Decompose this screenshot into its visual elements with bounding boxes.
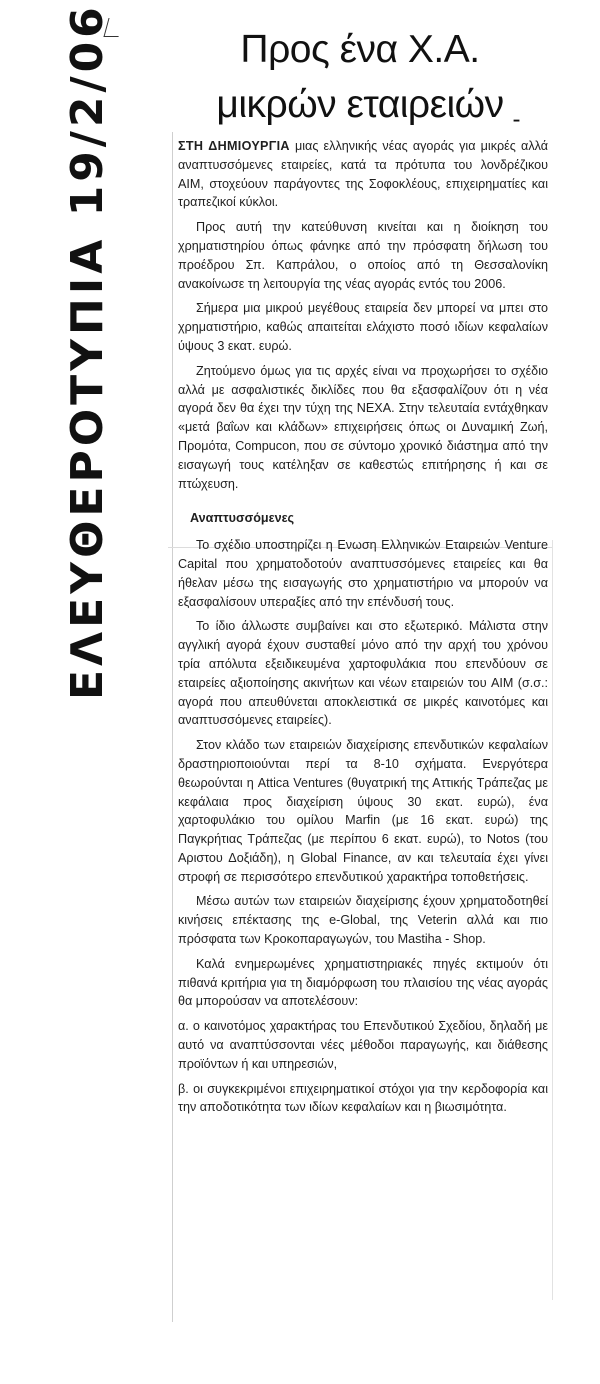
subheading: Αναπτυσσόμενες [190, 511, 295, 526]
paragraph-2: Προς αυτή την κατεύθυνση κινείται και η διοίκηση του χρηματιστηρίου όπως φάνηκε από την πρόσφατη δήλωση του προέδρου Σπ. Καπράλου, ο οποίος από τη Θεσσαλονίκη ανακοίνωσε τη λειτουργία της νέας αγοράς εντός του 2006. [178, 220, 548, 291]
criteria-item-b: β. οι συγκεκριμένοι επιχειρηματικοί στόχοι για την κερδοφορία και την αποδοτικότητα των ιδίων κεφαλαίων και η βιωσιμότητα. [178, 1081, 548, 1115]
paragraph-3: Σήμερα μια μικρού μεγέθους εταιρεία δεν μπορεί να μπει στο χρηματιστήριο, καθώς απαιτείται ελάχιστο ποσό ιδίων κεφαλαίων ύψους 3 εκατ. ευρώ. [178, 301, 548, 353]
headline-line-2: μικρών εταιρειών [216, 83, 504, 126]
paragraph-7: Στον κλάδο των εταιρειών διαχείρισης επενδυτικών κεφαλαίων δραστηριοποιούνται περί τα 8-10 σχήματα. Ενεργότερα θεωρούνται η Attica Ventures (θυγατρική της Αττικής Τράπεζας με κεφάλαια προς διαχείριση ύψους 30 εκατ. ευρώ), ένα χαρτοφυλάκιο του ομίλου Marfin (με 16 εκατ. ευρώ) της Παγκρήτιας Τράπεζας (με περίπου 6 εκατ. ευρώ), το Notos (του Αριστου Δοξιάδη), η Global Finance, αν και τελευταία έχει γίνει στροφή σε περισσότερο επενδυτικού χαρακτήρα τοποθετήσεις. [178, 738, 548, 884]
criteria-item-a: α. ο καινοτόμος χαρακτήρας του Επενδυτικού Σχεδίου, δηλαδή με αυτό να αναπτύσσονται νέες μέθοδοι παραγωγής, και διάθεσης προϊόντων ή και υπηρεσιών, [178, 1019, 548, 1071]
paragraph-4: Ζητούμενο όμως για τις αρχές είναι να προχωρήσει το σχέδιο αλλά με ασφαλιστικές δικλίδες που θα εξασφαλίζουν ότι η νέα αγορά δεν θα έχει την τύχη της ΝΕΧΑ. Στην τελευταία εντάχθηκαν «μετά βαΐων και κλάδων» επιχειρήσεις όπως οι Δυναμική Ζωή, Προμότα, Compucon, που σε σύντομο χρονικό διάστημα από την εισαγωγή τους κατέληξαν σε καθεστώς επιτήρησης ή και σε πτώχευση. [178, 363, 548, 491]
paragraph-5: Το σχέδιο υποστηρίζει η Ενωση Ελληνικών Εταιρειών Venture Capital που χρηματοδοτούν αναπτυσσόμενες εταιρείες και θα ήθελαν μέσω της εισαγωγής στο χρηματιστήριο να μπορούν να εξασφαλίσουν υπεραξίες από την επένδυσή τους. [178, 538, 548, 609]
article-body [178, 137, 548, 1117]
column-rule-left [172, 132, 173, 1322]
headline-line-1: Προς ένα Χ.Α. [240, 28, 480, 71]
paragraph-9: Καλά ενημερωμένες χρηματιστηριακές πηγές εκτιμούν ότι πιθανά κριτήρια για τη διαμόρφωση του πλαισίου της νέας αγοράς θα μπορούσαν να αποτελέσουν: [178, 956, 548, 1009]
paragraph-1 [178, 137, 548, 212]
paragraph-6: Το ίδιο άλλωστε συμβαίνει και στο εξωτερικό. Μάλιστα στην αγγλική αγορά έχουν συσταθεί μόνο από την αρχή του χρόνου τρία απόλυτα εξειδικευμένα χαρτοφυλάκια που επενδύουν σε εταιρείες αξιοποίησης ακινήτων και νέων εταιρειών του AIM (σ.σ.: αγορά που απευθύνεται αποκλειστικά σε μικρές καινοτόμες και αναπτυσσόμενες εταιρείες). [178, 619, 548, 728]
handwritten-source-date-note: ΕΛΕΥΘΕΡΟΤΥΠΙΑ 19/2/06 [62, 3, 113, 700]
paragraph-1-text: μιας ελληνικής νέας αγοράς για μικρές αλλά αναπτυσσόμενες εταιρείες, κατά τα πρότυπα του λονδρέζικου AIM, στοχεύουν παράγοντες της Σοφοκλέους, επιχειρηματίες και τραπεζικοί κύκλοι. [178, 139, 548, 210]
paragraph-8: Μέσω αυτών των εταιρειών διαχείρισης έχουν χρηματοδοτηθεί κινήσεις επέκτασης της e-Global, της Veterin αλλά και πιο πρόσφατα των Κροκοπαραγωγών, του Mastiha - Shop. [178, 894, 548, 947]
column-rule-right [552, 540, 553, 1300]
headline-dash-mark: - [512, 106, 520, 133]
article-headline [180, 22, 540, 132]
lead-in: ΣΤΗ ΔΗΜΙΟΥΡΓΙΑ [178, 139, 290, 153]
